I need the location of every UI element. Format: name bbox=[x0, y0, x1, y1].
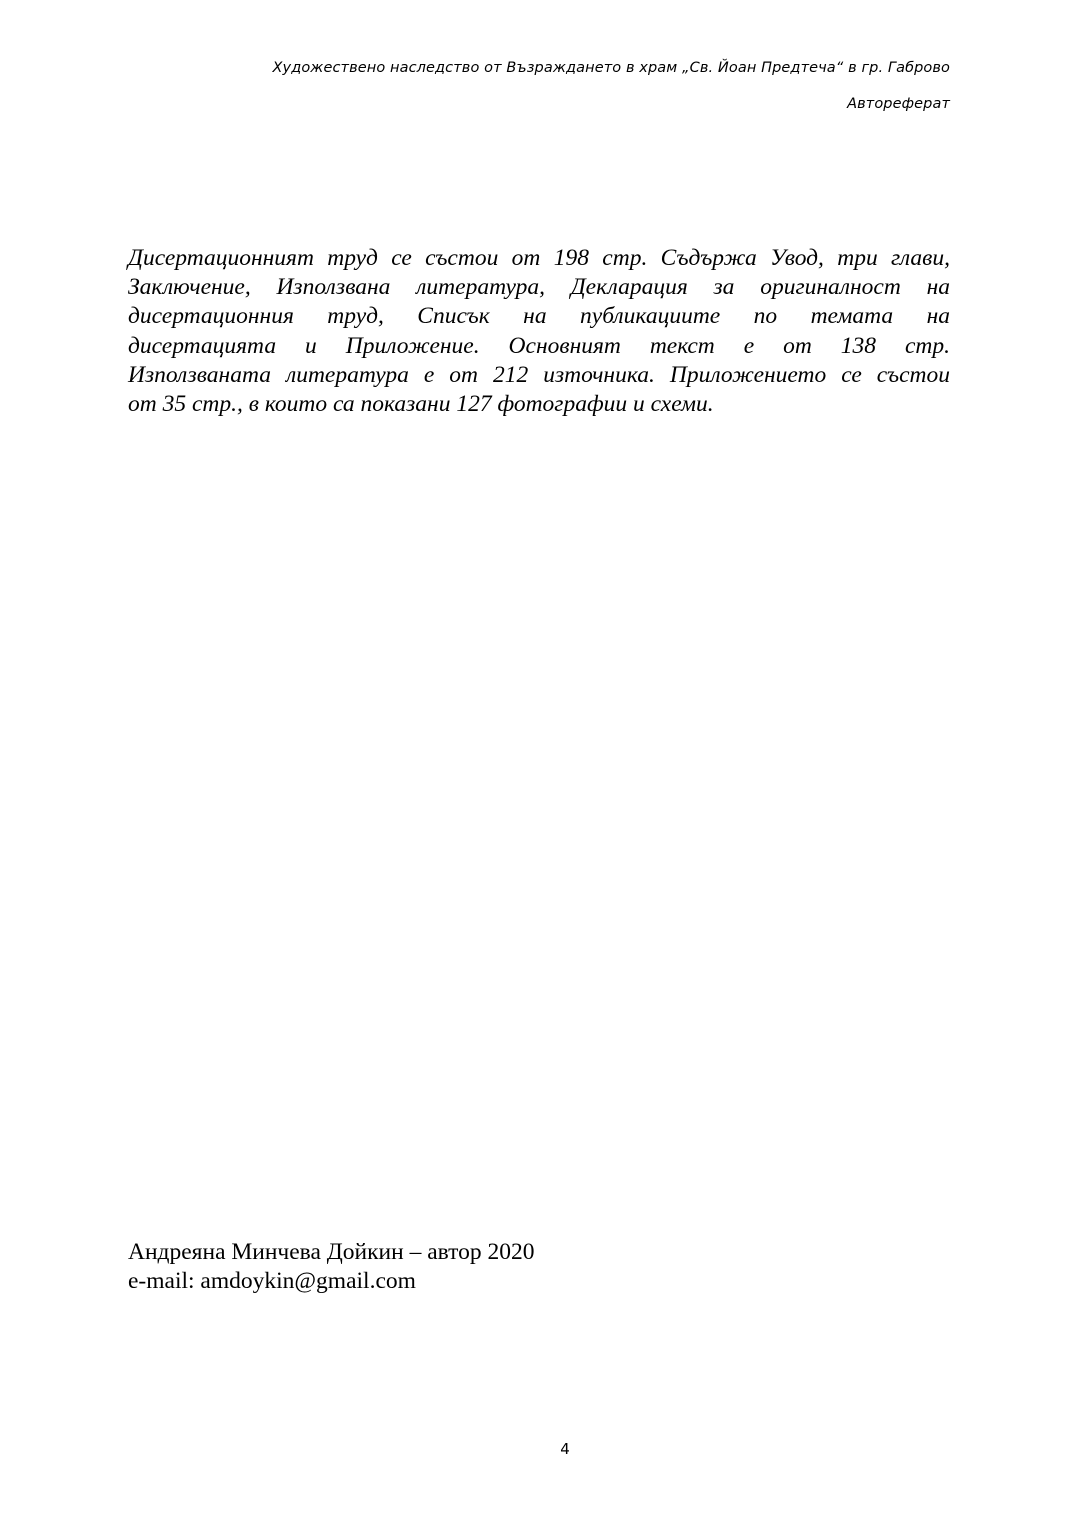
dissertation-summary bbox=[128, 244, 950, 419]
running-header bbox=[272, 50, 950, 122]
summary-line: дисертационния труд, Списък на публикациите по темата на bbox=[128, 303, 950, 330]
header-title: Художествено наследство от Възраждането в храм „Св. Йоан Предтеча“ в гр. Габрово bbox=[272, 60, 950, 76]
summary-line: Заключение, Използвана литература, Декларация за оригиналност на bbox=[128, 274, 950, 301]
page-number: 4 bbox=[560, 1440, 570, 1458]
summary-line: дисертацията и Приложение. Основният текст е от 138 стр. bbox=[128, 332, 950, 359]
author-block bbox=[128, 1238, 534, 1296]
author-line: Андреяна Минчева Дойкин – автор 2020 bbox=[128, 1239, 535, 1265]
author-email: e-mail: amdoykin@gmail.com bbox=[128, 1268, 416, 1294]
header-subtitle: Автореферат bbox=[847, 96, 950, 112]
summary-line: Дисертационният труд се състои от 198 стр. Съдържа Увод, три глави, bbox=[128, 245, 950, 271]
summary-line: Използваната литература е от 212 източника. Приложението се състои bbox=[128, 361, 950, 388]
summary-line: от 35 стр., в които са показани 127 фотографии и схеми. bbox=[128, 391, 714, 418]
